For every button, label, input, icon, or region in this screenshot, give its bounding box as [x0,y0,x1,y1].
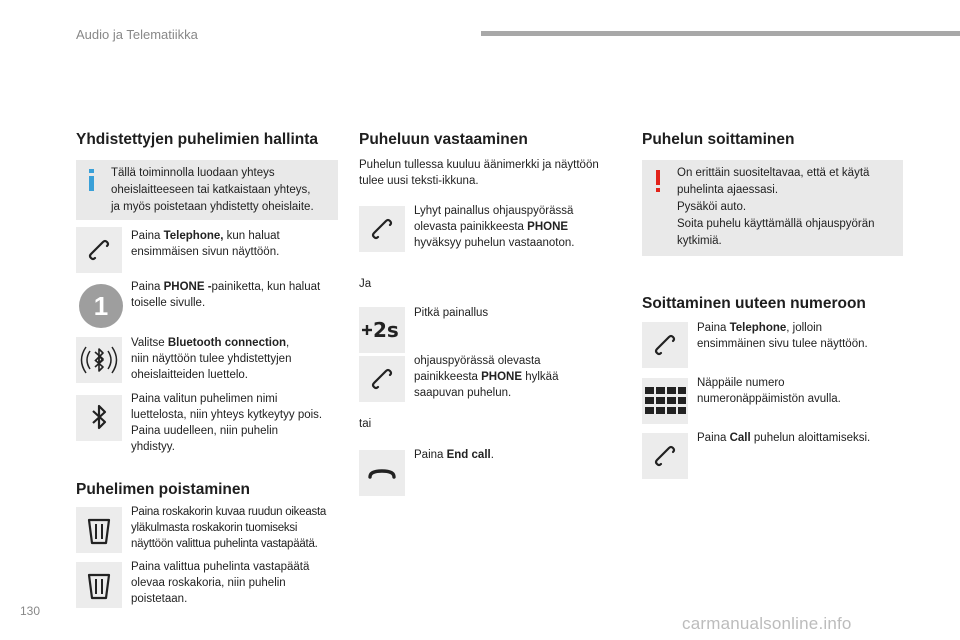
info-note-line: oheislaitteeseen tai katkaistaan yhteys, [111,184,311,196]
col3-title: Puhelun soittaminen [642,131,795,148]
bluetooth-device-button[interactable] [76,395,122,441]
info-note-line: Tällä toiminnolla luodaan yhteys [111,167,275,179]
delete-item-text: Paina valittua puhelinta vastapäätä olevaa roskakoria, niin puhelin poistetaan. [131,561,310,605]
phone-handset-icon [642,433,688,479]
reject-phone-button[interactable] [359,356,405,402]
keypad-button[interactable] [642,378,688,424]
or-label: tai [359,418,372,430]
long-press-button[interactable] [359,307,405,353]
end-call-button[interactable] [359,450,405,496]
telephone-button[interactable] [642,322,688,368]
item-phone-button-text: Paina PHONE -painiketta, kun haluat toiselle sivulle. [131,281,321,309]
delete-item-text: Paina roskakorin kuvaa ruudun oikeasta yläkulmasta roskakorin tuomiseksi näyttöön valittua puhelinta vastapäätä. [131,506,327,550]
header-title: Audio ja Telematiikka [76,27,198,42]
watermark: carmanualsonline.info [682,614,852,633]
bluetooth-connection-icon [76,337,122,383]
info-note-line: ja myös poistetaan yhdistetty oheislaite. [111,201,314,213]
item-bluetooth-device-text: Paina valitun puhelimen nimi luettelosta, niin yhteys kytkeytyy pois. Paina uudelleen, niin puhelin yhdistyy. [131,393,323,453]
bluetooth-icon [76,395,122,441]
trash-button[interactable] [76,562,122,608]
item-bluetooth-connection-text: Valitse Bluetooth connection, niin näyttöön tulee yhdistettyjen oheislaitteiden luettelo. [131,337,292,381]
trash-button[interactable] [76,507,122,553]
phone-handset-icon [642,322,688,368]
plus-2s-icon [359,307,405,353]
call-button[interactable] [642,433,688,479]
phone-handset-icon [359,356,405,402]
bluetooth-connection-button[interactable] [76,337,122,383]
redial-call-text: Paina Call puhelun aloittamiseksi. [697,432,871,444]
page-number: 130 [20,604,41,618]
redial-telephone-text: Paina Telephone, jolloin ensimmäinen sivu tulee näyttöön. [697,322,868,350]
header-bar [481,31,960,36]
item-telephone-text: Paina Telephone, kun haluat ensimmäisen sivun näyttöön. [131,230,280,258]
answer-phone-button[interactable] [359,206,405,252]
col1-title: Yhdistettyjen puhelimien hallinta [76,131,319,148]
col2-title: Puheluun vastaaminen [359,131,528,148]
trash-icon [76,562,122,608]
end-call-text: Paina End call. [414,449,494,461]
info-icon [86,169,98,191]
trash-icon [76,507,122,553]
phone-handset-icon [76,227,122,273]
redial-keypad-text: Näppäile numero numeronäppäimistön avulla. [697,377,841,405]
delete-title: Puhelimen poistaminen [76,481,250,498]
step-badge: 1 [79,284,123,328]
answer-text: Lyhyt painallus ohjauspyörässä olevasta painikkeesta PHONE hyväksyy puhelun vastaanoton. [414,205,575,249]
keypad-icon [642,378,688,424]
svg-text:2s: 2s [373,318,399,342]
info-note [76,160,338,220]
warning-icon [652,170,664,192]
telephone-button[interactable] [76,227,122,273]
warning-note: On erittäin suositeltavaa, että et käytä puhelinta ajaessasi. Pysäköi auto. Soita puhelu käyttämällä ohjauspyörän kytkimiä. [642,160,903,256]
long-press-text: Pitkä painallus [414,307,489,319]
phone-handset-icon [359,206,405,252]
end-call-icon [359,450,405,496]
answer-intro: Puhelun tullessa kuuluu äänimerkki ja näyttöön tulee uusi teksti-ikkuna. [359,159,599,187]
redial-title: Soittaminen uuteen numeroon [642,295,866,312]
and-label: Ja [359,278,372,290]
reject-text: ohjauspyörässä olevasta painikkeesta PHONE hylkää saapuvan puhelun. [414,355,559,399]
